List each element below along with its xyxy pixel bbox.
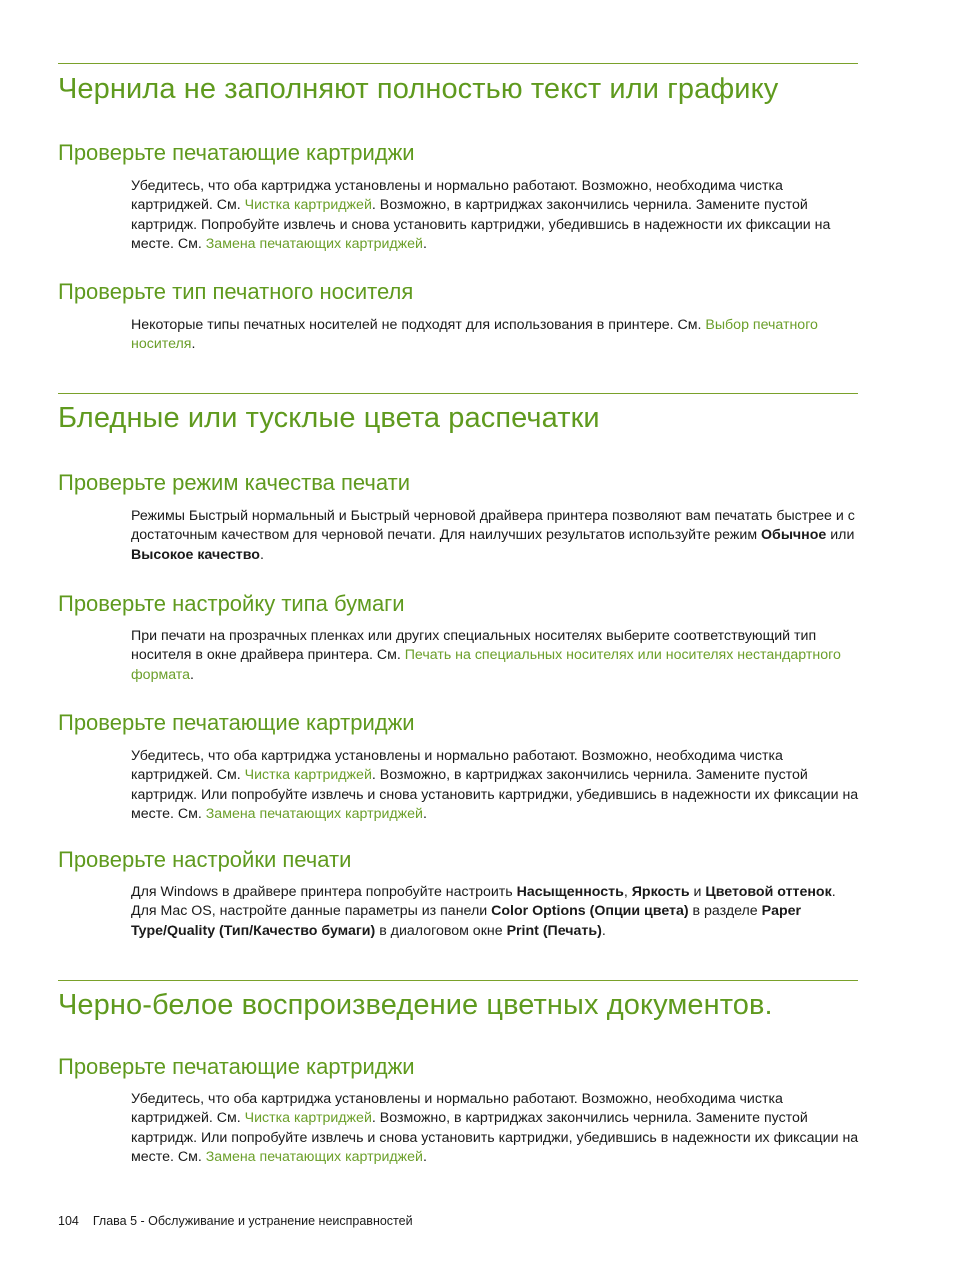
subsection-heading: Проверьте печатающие картриджи xyxy=(58,710,415,735)
page-number: 104 xyxy=(58,1214,79,1228)
bold-term: Color Options (Опции цвета) xyxy=(491,903,689,920)
link-cartridge-cleaning[interactable]: Чистка картриджей xyxy=(244,767,372,784)
subsection-heading: Проверьте режим качества печати xyxy=(58,470,410,495)
subsection-heading: Проверьте настройку типа бумаги xyxy=(58,591,405,616)
paragraph: Некоторые типы печатных носителей не подходят для использования в принтере. См. Выбор печатного носителя. xyxy=(131,317,818,353)
link-cartridge-replacement[interactable]: Замена печатающих картриджей xyxy=(205,806,423,823)
link-cartridge-cleaning[interactable]: Чистка картриджей xyxy=(244,197,372,214)
subsection-heading: Проверьте печатающие картриджи xyxy=(58,140,415,165)
paragraph: Убедитесь, что оба картриджа установлены и нормально работают. Возможно, необходима чистка картриджей. См. Чистка картриджей. Возможно, в картриджах закончились чернила. Замените пустой картридж. Или попробуйте извлечь и снова установить картриджи, убедившись в надежности их фиксации на месте. См. Замена печатающих картриджей. xyxy=(131,748,859,823)
paragraph: Для Windows в драйвере принтера попробуйте настроить Насыщенность, Яркость и Цветовой оттенок. Для Mac OS, настройте данные параметры из панели Color Options (Опции цвета) в разделе Paper Type/Quality (Тип/Качество бумаги) в диалоговом окне Print (Печать). xyxy=(131,884,836,939)
link-special-media[interactable]: Печать на специальных носителях или носителях нестандартного формата xyxy=(131,647,841,683)
link-cartridge-replacement[interactable]: Замена печатающих картриджей xyxy=(205,236,423,253)
section-divider xyxy=(58,63,858,64)
paragraph: Убедитесь, что оба картриджа установлены и нормально работают. Возможно, необходима чистка картриджей. См. Чистка картриджей. Возможно, в картриджах закончились чернила. Замените пустой картридж. Или попробуйте извлечь и снова установить картриджи, убедившись в надежности их фиксации на месте. См. Замена печатающих картриджей. xyxy=(131,1091,859,1166)
section-title: Чернила не заполняют полностью текст или графику xyxy=(58,73,779,105)
chapter-title: Глава 5 - Обслуживание и устранение неисправностей xyxy=(92,1214,413,1228)
link-cartridge-cleaning[interactable]: Чистка картриджей xyxy=(244,1110,372,1127)
bold-term: Яркость xyxy=(631,884,690,900)
subsection-heading: Проверьте настройки печати xyxy=(58,847,352,872)
subsection-heading: Проверьте печатающие картриджи xyxy=(58,1054,415,1079)
page-footer xyxy=(58,1214,413,1228)
bold-term: Print (Печать) xyxy=(506,922,602,939)
bold-term: Высокое качество xyxy=(131,546,260,563)
section-divider xyxy=(58,980,858,981)
bold-term: Насыщенность xyxy=(516,884,624,900)
subsection-heading: Проверьте тип печатного носителя xyxy=(58,279,414,304)
link-cartridge-replacement[interactable]: Замена печатающих картриджей xyxy=(205,1149,423,1166)
section-divider xyxy=(58,393,858,394)
paragraph: При печати на прозрачных пленках или других специальных носителях выберите соответствующий тип носителя в окне драйвера принтера. См. Печать на специальных носителях или носителях нестандартного формата. xyxy=(131,628,841,683)
section-title: Бледные или тусклые цвета распечатки xyxy=(58,402,600,434)
bold-term: Обычное xyxy=(761,527,827,544)
bold-term: Цветовой оттенок xyxy=(705,884,832,900)
link-media-selection[interactable]: Выбор печатного носителя xyxy=(131,317,818,353)
paragraph: Убедитесь, что оба картриджа установлены и нормально работают. Возможно, необходима чистка картриджей. См. Чистка картриджей. Возможно, в картриджах закончились чернила. Замените пустой картридж. Попробуйте извлечь и снова установить картриджи, убедившись в надежности их фиксации на месте. См. Замена печатающих картриджей. xyxy=(131,178,831,253)
bold-term: Paper Type/Quality (Тип/Качество бумаги) xyxy=(131,903,802,939)
section-title: Черно-белое воспроизведение цветных документов. xyxy=(58,989,773,1021)
paragraph: Режимы Быстрый нормальный и Быстрый черновой драйвера принтера позволяют вам печатать быстрее и с достаточным качеством для черновой печати. Для наилучших результатов используйте режим Обычное или Высокое качество. xyxy=(131,508,855,563)
